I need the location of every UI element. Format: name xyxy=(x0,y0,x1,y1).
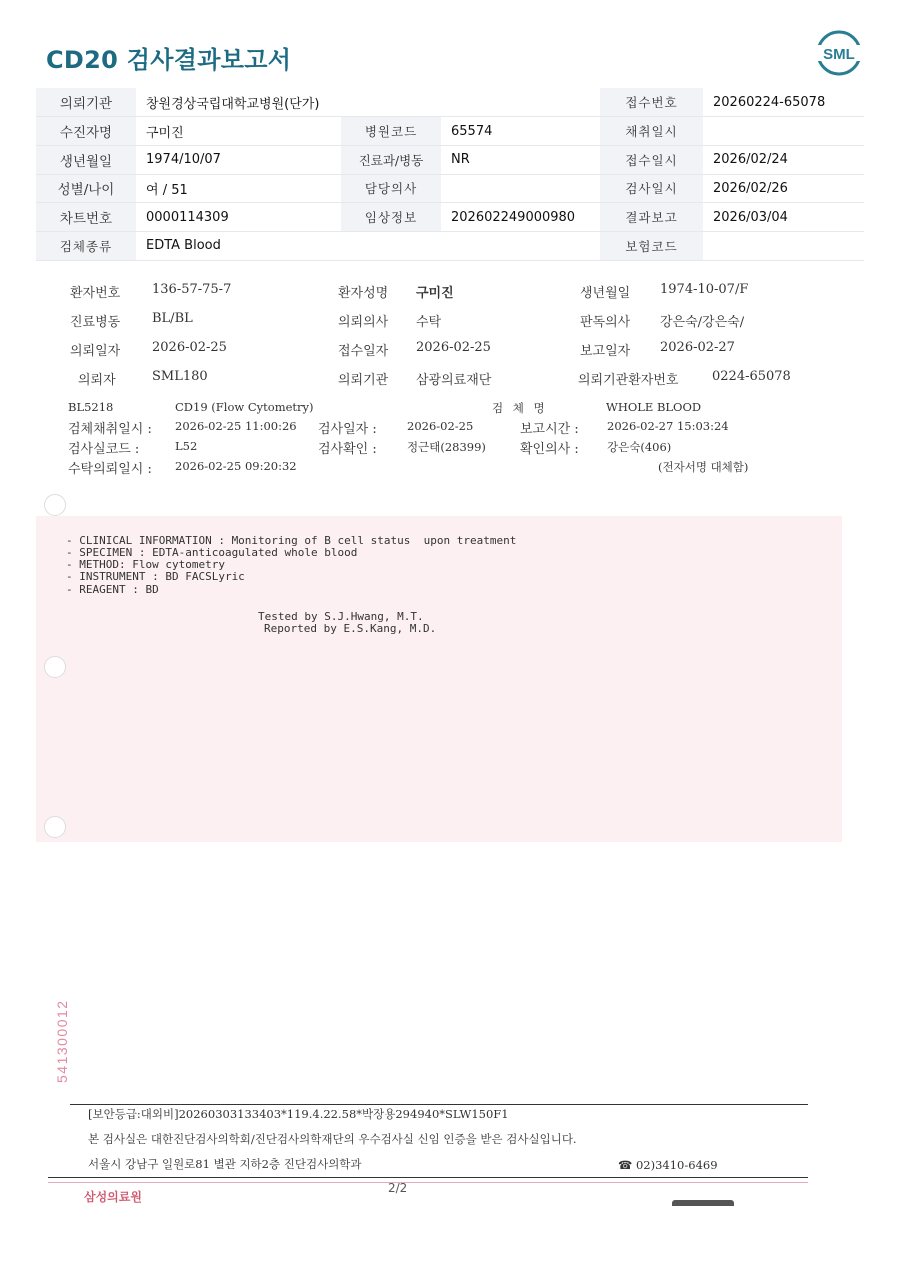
e-sign-note: (전자서명 대체함) xyxy=(658,460,749,474)
info-value: 여 / 51 xyxy=(136,174,341,203)
footer-pink-rule xyxy=(48,1182,808,1183)
info-row xyxy=(36,145,864,174)
test-date-label: 검사일자 : xyxy=(318,422,377,437)
reader-label: 판독의사 xyxy=(580,315,631,330)
confirm: 정근태(28399) xyxy=(407,440,486,454)
sml-logo xyxy=(816,30,862,76)
lab-code-label: 검사실코드 : xyxy=(68,442,140,457)
info-label: 의뢰기관 xyxy=(36,88,136,117)
confirm-label: 검사확인 : xyxy=(318,442,377,457)
reported-by: Reported by E.S.Kang, M.D. xyxy=(264,622,437,635)
info-value: NR xyxy=(441,145,600,174)
info-label: 생년월일 xyxy=(36,145,136,174)
info-value xyxy=(441,174,600,203)
info-value xyxy=(703,231,864,260)
agency-label: 의뢰기관 xyxy=(338,373,389,388)
info-label: 성별/나이 xyxy=(36,174,136,203)
test-date: 2026-02-25 xyxy=(407,419,474,433)
page-number: 2/2 xyxy=(388,1181,408,1195)
info-value xyxy=(703,117,864,146)
info-value: 2026/03/04 xyxy=(703,203,864,232)
hospital-name: 삼성의료원 xyxy=(84,1190,142,1204)
punch-hole xyxy=(44,656,66,678)
footer-bottom-rule xyxy=(48,1177,808,1178)
specimen-label: 검 체 명 xyxy=(492,401,548,415)
side-number-text: 541300012 xyxy=(54,999,70,1083)
info-label: 병원코드 xyxy=(341,117,441,146)
report-line: - SPECIMEN : EDTA-anticoagulated whole blood xyxy=(66,546,358,559)
info-label: 보험코드 xyxy=(600,231,703,260)
confirm-doctor-label: 확인의사 : xyxy=(520,442,579,457)
info-row xyxy=(36,88,864,117)
report-time: 2026-02-27 15:03:24 xyxy=(607,419,729,433)
info-label: 검사일시 xyxy=(600,174,703,203)
doctor-label: 의뢰의사 xyxy=(338,315,389,330)
info-value: EDTA Blood xyxy=(136,231,600,260)
consign-label: 수탁의뢰일시 : xyxy=(68,462,152,477)
requester: SML180 xyxy=(152,369,208,384)
patient-name: 구미진 xyxy=(416,286,454,301)
specimen: WHOLE BLOOD xyxy=(606,400,702,414)
patient-no: 136-57-75-7 xyxy=(152,282,232,297)
info-label: 채취일시 xyxy=(600,117,703,146)
consign: 2026-02-25 09:20:32 xyxy=(175,459,297,473)
punch-hole xyxy=(44,494,66,516)
logo-text: SML xyxy=(823,46,855,63)
info-value: 구미진 xyxy=(136,117,341,146)
side-number xyxy=(36,985,86,1085)
info-value: 20260224-65078 xyxy=(703,88,864,117)
report-date: 2026-02-27 xyxy=(660,340,735,355)
page-title: CD20 검사결과보고서 xyxy=(46,46,292,74)
info-row xyxy=(36,117,864,146)
info-row xyxy=(36,174,864,203)
agency: 삼광의료재단 xyxy=(416,373,492,388)
cut-off-logo xyxy=(672,1200,734,1206)
info-value: 2026/02/26 xyxy=(703,174,864,203)
doctor: 수탁 xyxy=(416,315,442,330)
footer-top-rule xyxy=(70,1104,808,1105)
info-table xyxy=(36,88,864,261)
info-label: 임상정보 xyxy=(341,203,441,232)
punch-hole xyxy=(44,816,66,838)
agency-patient-no-label: 의뢰기관환자번호 xyxy=(578,373,679,388)
info-value: 2026/02/24 xyxy=(703,145,864,174)
confirm-doctor: 강은숙(406) xyxy=(607,440,672,454)
info-value: 창원경상국립대학교병원(단가) xyxy=(136,88,600,117)
info-row xyxy=(36,203,864,232)
birth-label: 생년월일 xyxy=(580,286,631,301)
report-line: - REAGENT : BD xyxy=(66,583,159,596)
ward-label: 진료병동 xyxy=(70,315,121,330)
info-value: 65574 xyxy=(441,117,600,146)
info-value: 202602249000980 xyxy=(441,203,600,232)
test-name: CD19 (Flow Cytometry) xyxy=(175,400,314,414)
info-label: 검체종류 xyxy=(36,231,136,260)
collect-label: 검체채취일시 : xyxy=(68,422,152,437)
tested-by: Tested by S.J.Hwang, M.T. xyxy=(258,610,424,623)
agency-patient-no: 0224-65078 xyxy=(712,369,791,384)
certification-line: 본 검사실은 대한진단검사의학회/진단검사의학재단의 우수검사실 신임 인증을 받은 검사실입니다. xyxy=(88,1132,577,1146)
requester-label: 의뢰자 xyxy=(78,373,116,388)
info-label: 차트번호 xyxy=(36,203,136,232)
request-date: 2026-02-25 xyxy=(152,340,227,355)
info-label: 결과보고 xyxy=(600,203,703,232)
info-label: 수진자명 xyxy=(36,117,136,146)
report-date-label: 보고일자 xyxy=(580,344,631,359)
info-value: 0000114309 xyxy=(136,203,341,232)
address-line: 서울시 강남구 일원로81 별관 지하2층 진단검사의학과 xyxy=(88,1157,362,1171)
patient-name-label: 환자성명 xyxy=(338,286,389,301)
info-label: 진료과/병동 xyxy=(341,145,441,174)
info-label: 접수번호 xyxy=(600,88,703,117)
phone-line: ☎ 02)3410-6469 xyxy=(618,1158,718,1172)
report-time-label: 보고시간 : xyxy=(520,422,579,437)
reader: 강은숙/강은숙/ xyxy=(660,315,745,330)
info-value: 1974/10/07 xyxy=(136,145,341,174)
receipt-date: 2026-02-25 xyxy=(416,340,491,355)
collect: 2026-02-25 11:00:26 xyxy=(175,419,297,433)
report-line: - METHOD: Flow cytometry xyxy=(66,558,225,571)
report-line: - CLINICAL INFORMATION : Monitoring of B cell status upon treatment xyxy=(66,534,517,547)
ward: BL/BL xyxy=(152,311,193,326)
security-line: [보안등급:대외비]20260303133403*119.4.22.58*박장용294940*SLW150F1 xyxy=(88,1107,509,1121)
report-line: - INSTRUMENT : BD FACSLyric xyxy=(66,570,245,583)
receipt-date-label: 접수일자 xyxy=(338,344,389,359)
birth: 1974-10-07/F xyxy=(660,282,749,297)
test-code: BL5218 xyxy=(68,400,114,414)
info-label: 접수일시 xyxy=(600,145,703,174)
patient-no-label: 환자번호 xyxy=(70,286,121,301)
info-label: 담당의사 xyxy=(341,174,441,203)
info-row xyxy=(36,231,864,260)
request-date-label: 의뢰일자 xyxy=(70,344,121,359)
lab-code: L52 xyxy=(175,439,198,453)
